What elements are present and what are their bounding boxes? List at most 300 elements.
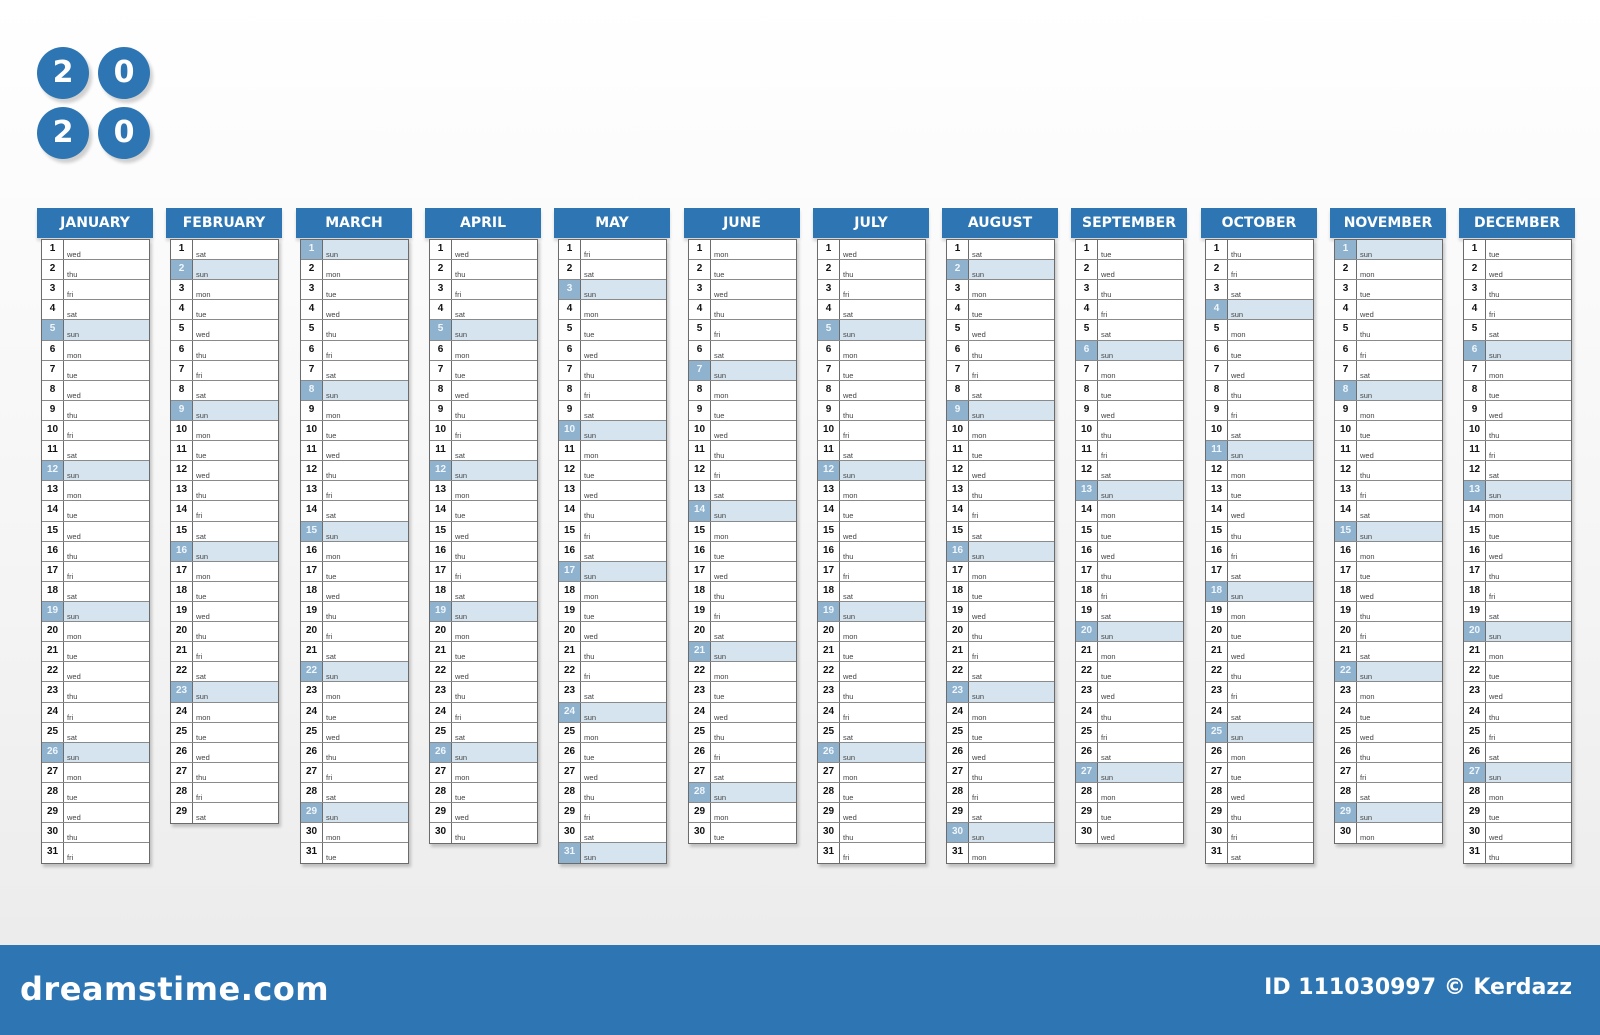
day-number: 20 [1206, 622, 1228, 641]
day-number: 10 [1335, 421, 1357, 440]
day-row [947, 320, 1054, 340]
day-number: 4 [430, 300, 452, 319]
month-column [684, 208, 800, 844]
day-number: 30 [1076, 823, 1098, 843]
day-row [818, 783, 925, 803]
day-row [42, 421, 149, 441]
day-number: 5 [1076, 320, 1098, 339]
day-number: 6 [301, 341, 323, 360]
weekday-label: sun [584, 712, 597, 722]
day-list [1463, 239, 1572, 864]
day-row [947, 803, 1054, 823]
day-row [171, 421, 278, 441]
day-number: 27 [430, 763, 452, 782]
day-number: 23 [1206, 682, 1228, 701]
weekday-label: tue [1231, 350, 1242, 360]
day-number: 14 [171, 501, 193, 520]
day-number: 28 [430, 783, 452, 802]
day-row [818, 602, 925, 622]
day-row [818, 723, 925, 743]
day-number: 1 [1076, 240, 1098, 259]
day-number: 1 [689, 240, 711, 259]
day-number: 14 [559, 501, 581, 520]
day-row [559, 783, 666, 803]
day-number: 20 [1076, 622, 1098, 641]
weekday-label: thu [326, 611, 337, 621]
day-number: 19 [818, 602, 840, 621]
weekday-label: tue [972, 310, 983, 320]
weekday-label: wed [843, 531, 857, 541]
weekday-label: thu [326, 330, 337, 340]
day-number: 1 [430, 240, 452, 259]
weekday-label: thu [455, 551, 466, 561]
day-row [559, 280, 666, 300]
day-row [818, 421, 925, 441]
weekday-label: mon [584, 732, 599, 742]
weekday-label: mon [196, 571, 211, 581]
day-number: 12 [1076, 461, 1098, 480]
weekday-label: sat [455, 732, 466, 742]
weekday-label: sun [714, 792, 727, 802]
weekday-label: tue [714, 270, 725, 280]
brand-logo: dreamstime.com [20, 970, 330, 1008]
day-number: 21 [171, 642, 193, 661]
day-row [947, 361, 1054, 381]
day-row [1335, 622, 1442, 642]
day-row [947, 823, 1054, 843]
day-row [1206, 441, 1313, 461]
day-row [1206, 582, 1313, 602]
weekday-label: wed [714, 712, 728, 722]
day-number: 18 [559, 582, 581, 601]
weekday-label: fri [714, 752, 721, 762]
day-number: 1 [947, 240, 969, 259]
day-row [1206, 240, 1313, 260]
day-row [171, 461, 278, 481]
weekday-label: sun [972, 692, 985, 702]
weekday-label: sun [326, 390, 339, 400]
day-row [1335, 481, 1442, 501]
weekday-label: wed [67, 390, 81, 400]
weekday-label: sat [1489, 330, 1500, 340]
day-row [1464, 441, 1571, 461]
weekday-label: thu [67, 410, 78, 420]
weekday-label: thu [972, 491, 983, 501]
day-number: 2 [689, 260, 711, 279]
month-column [554, 208, 670, 864]
day-number: 28 [1335, 783, 1357, 802]
year-digit: 2 [37, 107, 89, 159]
day-row [42, 260, 149, 280]
day-number: 12 [947, 461, 969, 480]
weekday-label: thu [196, 491, 207, 501]
day-number: 12 [42, 461, 64, 480]
day-number: 1 [301, 240, 323, 259]
weekday-label: thu [1489, 712, 1500, 722]
day-row [171, 522, 278, 542]
weekday-label: sat [714, 772, 725, 782]
day-number: 25 [301, 723, 323, 742]
day-number: 15 [947, 522, 969, 541]
day-number: 14 [1076, 501, 1098, 520]
weekday-label: mon [1231, 471, 1246, 481]
day-row [818, 642, 925, 662]
day-number: 15 [301, 522, 323, 541]
day-number: 20 [430, 622, 452, 641]
day-number: 12 [1206, 461, 1228, 480]
weekday-label: sat [1231, 430, 1242, 440]
day-number: 11 [171, 441, 193, 460]
weekday-label: mon [1231, 611, 1246, 621]
day-number: 26 [947, 743, 969, 762]
weekday-label: sat [972, 531, 983, 541]
day-number: 23 [430, 682, 452, 701]
weekday-label: thu [1101, 712, 1112, 722]
day-row [689, 421, 796, 441]
day-row [1076, 703, 1183, 723]
day-row [1464, 843, 1571, 863]
day-number: 5 [559, 320, 581, 339]
weekday-label: mon [326, 551, 341, 561]
weekday-label: thu [196, 772, 207, 782]
weekday-label: fri [67, 290, 74, 300]
day-number: 15 [1206, 522, 1228, 541]
day-row [559, 803, 666, 823]
weekday-label: fri [196, 792, 203, 802]
day-number: 29 [1464, 803, 1486, 822]
weekday-label: thu [196, 350, 207, 360]
weekday-label: mon [972, 430, 987, 440]
day-row [1464, 622, 1571, 642]
day-row [1076, 240, 1183, 260]
day-row [42, 341, 149, 361]
day-number: 9 [1076, 401, 1098, 420]
month-header: DECEMBER [1459, 208, 1575, 238]
day-row [1335, 522, 1442, 542]
day-number: 11 [947, 441, 969, 460]
weekday-label: sat [843, 591, 854, 601]
weekday-label: thu [1360, 611, 1371, 621]
day-number: 6 [171, 341, 193, 360]
day-row [1206, 803, 1313, 823]
weekday-label: thu [584, 792, 595, 802]
day-number: 8 [559, 381, 581, 400]
day-row [947, 642, 1054, 662]
day-row [1206, 522, 1313, 542]
day-row [559, 562, 666, 582]
weekday-label: mon [67, 632, 82, 642]
day-number: 3 [1076, 280, 1098, 299]
weekday-label: wed [455, 531, 469, 541]
day-row [1464, 320, 1571, 340]
day-row [1335, 602, 1442, 622]
day-number: 2 [430, 260, 452, 279]
weekday-label: wed [67, 531, 81, 541]
day-number: 2 [171, 260, 193, 279]
weekday-label: fri [1101, 591, 1108, 601]
weekday-label: fri [584, 250, 591, 259]
weekday-label: mon [455, 632, 470, 642]
day-number: 15 [1335, 522, 1357, 541]
day-row [171, 602, 278, 622]
weekday-label: thu [714, 451, 725, 461]
day-row [301, 562, 408, 582]
day-row [42, 763, 149, 783]
day-number: 20 [947, 622, 969, 641]
weekday-label: mon [196, 290, 211, 300]
day-row [42, 803, 149, 823]
day-row [301, 743, 408, 763]
day-number: 10 [42, 421, 64, 440]
day-number: 7 [947, 361, 969, 380]
day-row [301, 642, 408, 662]
day-row [430, 522, 537, 542]
day-row [1335, 542, 1442, 562]
day-number: 1 [1335, 240, 1357, 259]
day-number: 6 [818, 341, 840, 360]
day-row [689, 320, 796, 340]
month-header: JUNE [684, 208, 800, 238]
day-number: 17 [818, 562, 840, 581]
weekday-label: tue [1360, 430, 1371, 440]
weekday-label: thu [1489, 290, 1500, 300]
day-row [818, 381, 925, 401]
day-number: 24 [689, 703, 711, 722]
weekday-label: sun [1231, 310, 1244, 320]
weekday-label: fri [326, 772, 333, 782]
weekday-label: fri [1360, 350, 1367, 360]
day-row [689, 260, 796, 280]
day-number: 27 [1335, 763, 1357, 782]
weekday-label: wed [1101, 270, 1115, 280]
weekday-label: fri [1489, 310, 1496, 320]
day-row [1464, 260, 1571, 280]
day-number: 8 [1076, 381, 1098, 400]
day-row [430, 501, 537, 521]
day-list [41, 239, 150, 864]
weekday-label: mon [1489, 652, 1504, 662]
day-row [430, 763, 537, 783]
day-number: 13 [42, 481, 64, 500]
day-number: 10 [1464, 421, 1486, 440]
weekday-label: sun [1360, 531, 1373, 541]
weekday-label: tue [455, 511, 466, 521]
day-row [1464, 662, 1571, 682]
day-number: 28 [689, 783, 711, 802]
day-row [1206, 682, 1313, 702]
day-number: 12 [430, 461, 452, 480]
day-number: 27 [559, 763, 581, 782]
day-row [818, 320, 925, 340]
day-number: 7 [171, 361, 193, 380]
day-number: 21 [818, 642, 840, 661]
weekday-label: fri [67, 853, 74, 863]
day-row [689, 743, 796, 763]
day-row [1206, 843, 1313, 863]
day-row [1464, 341, 1571, 361]
day-row [559, 582, 666, 602]
day-row [559, 602, 666, 622]
weekday-label: thu [1360, 330, 1371, 340]
day-number: 17 [559, 562, 581, 581]
day-row [42, 320, 149, 340]
weekday-label: sat [1360, 511, 1371, 521]
day-number: 26 [1335, 743, 1357, 762]
year-digit: 0 [98, 47, 150, 99]
weekday-label: sun [1101, 632, 1114, 642]
day-number: 22 [1076, 662, 1098, 681]
day-row [1335, 823, 1442, 843]
day-row [301, 441, 408, 461]
month-column [942, 208, 1058, 864]
weekday-label: tue [196, 451, 207, 461]
day-number: 15 [42, 522, 64, 541]
day-number: 20 [818, 622, 840, 641]
day-number: 14 [1335, 501, 1357, 520]
day-row [1464, 481, 1571, 501]
day-number: 13 [1206, 481, 1228, 500]
day-number: 16 [689, 542, 711, 561]
weekday-label: wed [455, 672, 469, 682]
day-row [947, 280, 1054, 300]
day-number: 5 [171, 320, 193, 339]
day-row [1206, 662, 1313, 682]
day-row [559, 401, 666, 421]
day-number: 29 [430, 803, 452, 822]
day-number: 27 [1076, 763, 1098, 782]
weekday-label: mon [1101, 792, 1116, 802]
weekday-label: tue [843, 511, 854, 521]
weekday-label: thu [67, 270, 78, 280]
day-row [42, 240, 149, 260]
day-row [1076, 260, 1183, 280]
day-row [430, 783, 537, 803]
day-row [1206, 361, 1313, 381]
day-number: 8 [818, 381, 840, 400]
weekday-label: mon [584, 310, 599, 320]
day-row [947, 240, 1054, 260]
weekday-label: sun [714, 511, 727, 521]
day-row [689, 401, 796, 421]
day-number: 9 [559, 401, 581, 420]
weekday-label: wed [714, 430, 728, 440]
day-row [559, 300, 666, 320]
day-row [42, 622, 149, 642]
day-row [171, 260, 278, 280]
day-number: 17 [430, 562, 452, 581]
weekday-label: mon [714, 390, 729, 400]
day-number: 2 [301, 260, 323, 279]
weekday-label: tue [1360, 571, 1371, 581]
day-number: 16 [430, 542, 452, 561]
day-number: 18 [689, 582, 711, 601]
weekday-label: wed [1231, 370, 1245, 380]
day-row [559, 843, 666, 863]
day-number: 26 [1464, 743, 1486, 762]
weekday-label: tue [1489, 672, 1500, 682]
weekday-label: sat [1101, 471, 1112, 481]
day-row [42, 522, 149, 542]
day-row [1335, 703, 1442, 723]
day-row [1335, 300, 1442, 320]
day-row [947, 723, 1054, 743]
day-row [1076, 662, 1183, 682]
weekday-label: mon [714, 250, 729, 259]
day-number: 25 [1335, 723, 1357, 742]
day-row [171, 441, 278, 461]
day-row [1076, 622, 1183, 642]
weekday-label: fri [196, 652, 203, 662]
day-number: 30 [1206, 823, 1228, 842]
day-row [1464, 723, 1571, 743]
weekday-label: tue [1489, 531, 1500, 541]
weekday-label: sun [714, 652, 727, 662]
weekday-label: fri [455, 290, 462, 300]
day-row [1076, 562, 1183, 582]
weekday-label: wed [1360, 310, 1374, 320]
month-header: MAY [554, 208, 670, 238]
weekday-label: wed [1231, 652, 1245, 662]
day-number: 27 [689, 763, 711, 782]
day-number: 28 [171, 783, 193, 802]
day-row [1464, 542, 1571, 562]
weekday-label: mon [326, 410, 341, 420]
weekday-label: wed [196, 752, 210, 762]
weekday-label: tue [455, 652, 466, 662]
weekday-label: tue [67, 370, 78, 380]
weekday-label: sat [326, 652, 337, 662]
day-number: 19 [1335, 602, 1357, 621]
weekday-label: mon [1360, 833, 1375, 843]
day-row [430, 320, 537, 340]
day-number: 9 [947, 401, 969, 420]
day-number: 1 [1464, 240, 1486, 259]
day-list [1334, 239, 1443, 844]
day-number: 21 [559, 642, 581, 661]
day-number: 21 [1076, 642, 1098, 661]
weekday-label: fri [455, 571, 462, 581]
weekday-label: sat [326, 370, 337, 380]
weekday-label: thu [972, 632, 983, 642]
day-row [559, 461, 666, 481]
weekday-label: thu [67, 551, 78, 561]
weekday-label: sun [843, 471, 856, 481]
day-number: 27 [818, 763, 840, 782]
weekday-label: wed [455, 250, 469, 259]
weekday-label: sat [67, 732, 78, 742]
weekday-label: sun [326, 813, 339, 823]
day-number: 27 [947, 763, 969, 782]
day-row [559, 682, 666, 702]
day-number: 5 [1335, 320, 1357, 339]
weekday-label: sun [584, 853, 597, 863]
weekday-label: tue [326, 712, 337, 722]
weekday-label: tue [67, 792, 78, 802]
day-row [818, 341, 925, 361]
day-number: 18 [171, 582, 193, 601]
day-row [818, 662, 925, 682]
weekday-label: wed [1101, 833, 1115, 843]
weekday-label: sun [326, 250, 339, 259]
day-number: 9 [1464, 401, 1486, 420]
weekday-label: fri [843, 571, 850, 581]
day-number: 29 [1335, 803, 1357, 822]
month-column [1459, 208, 1575, 864]
day-number: 28 [947, 783, 969, 802]
day-row [689, 642, 796, 662]
month-header: OCTOBER [1201, 208, 1317, 238]
day-list [300, 239, 409, 864]
